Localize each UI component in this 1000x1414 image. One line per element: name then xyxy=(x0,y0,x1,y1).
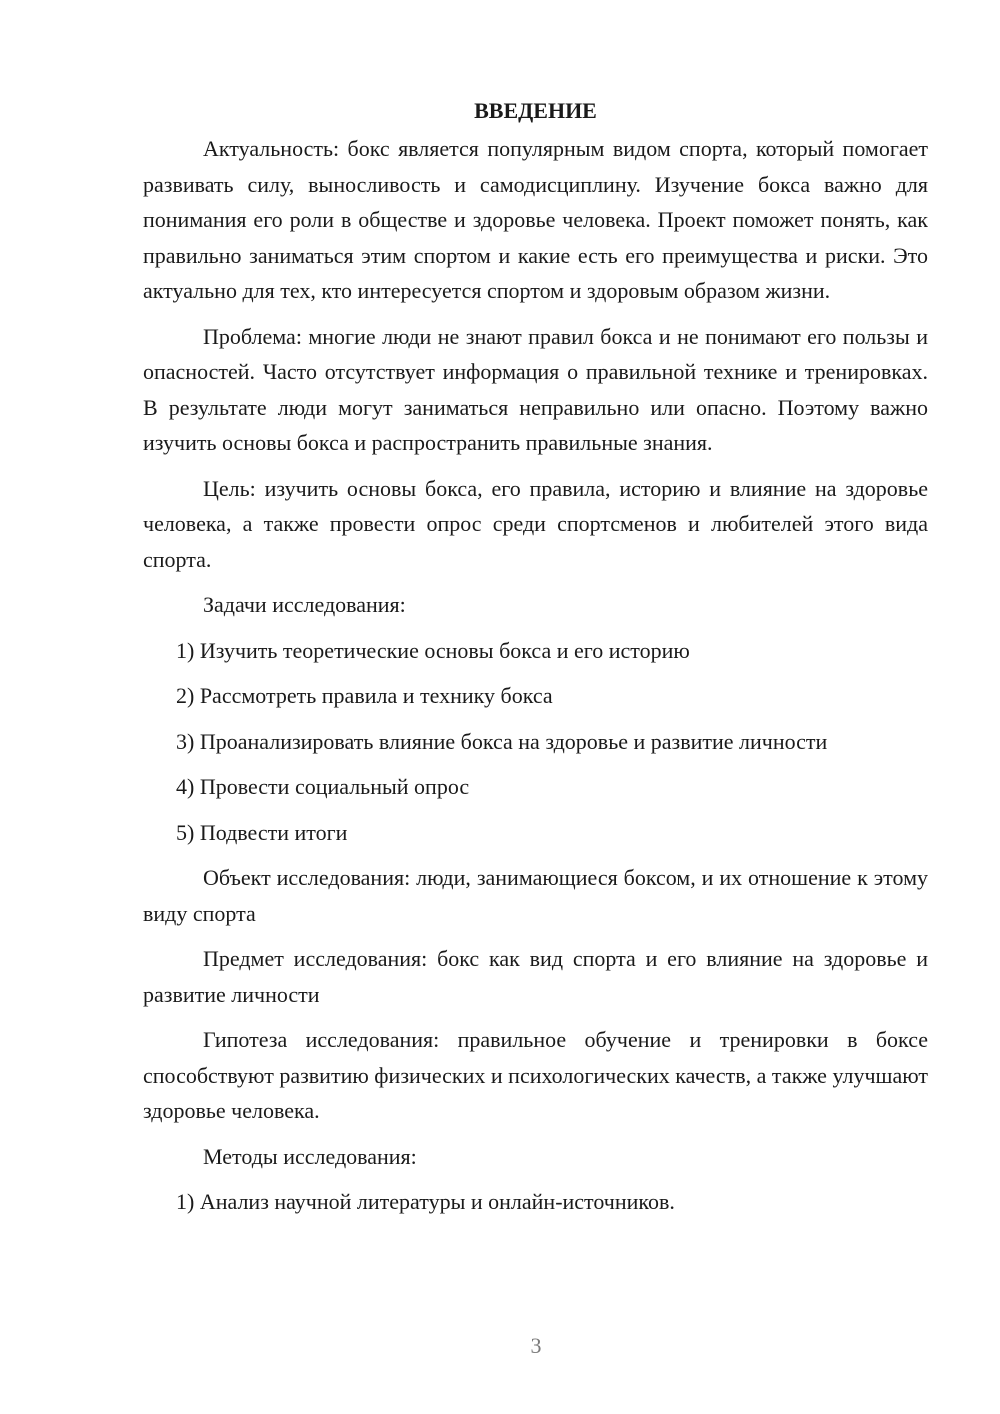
relevance-paragraph: Актуальность: бокс является популярным видом спорта, который помогает развивать силу, выносливость и самодисциплину. Изучение бокса важно для понимания его роли в обществе и здоровье человека. Проект поможет понять, как правильно заниматься этим спортом и какие есть его преимущества и риски. Это актуально для тех, кто интересуется спортом и здоровым образом жизни. xyxy=(143,136,928,303)
subject-paragraph: Предмет исследования: бокс как вид спорта и его влияние на здоровье и развитие личности xyxy=(143,946,928,1007)
task-item: 5) Подвести итоги xyxy=(176,819,348,845)
method-item: 1) Анализ научной литературы и онлайн-источников. xyxy=(176,1189,675,1214)
methods-heading: Методы исследования: xyxy=(203,1143,417,1169)
page-number: 3 xyxy=(530,1333,542,1358)
task-item: 3) Проанализировать влияние бокса на здоровье и развитие личности xyxy=(176,728,828,754)
task-item: 4) Провести социальный опрос xyxy=(176,774,470,799)
hypothesis-paragraph: Гипотеза исследования: правильное обучение и тренировки в боксе способствуют развитию физических и психологических качеств, а также улучшают здоровье человека. xyxy=(143,1027,928,1123)
page-content xyxy=(143,95,928,1230)
page-title: ВВЕДЕНИЕ xyxy=(474,98,597,123)
goal-paragraph: Цель: изучить основы бокса, его правила, историю и влияние на здоровье человека, а также провести опрос среди спортсменов и любителей этого вида спорта. xyxy=(143,475,928,572)
problem-paragraph: Проблема: многие люди не знают правил бокса и не понимают его пользы и опасностей. Часто отсутствует информация о правильной технике и тренировках. В результате люди могут заниматься неправильно или опасно. Поэтому важно изучить основы бокса и распространить правильные знания. xyxy=(143,323,928,455)
task-item: 1) Изучить теоретические основы бокса и его историю xyxy=(176,637,690,663)
object-paragraph: Объект исследования: люди, занимающиеся боксом, и их отношение к этому виду спорта xyxy=(143,865,928,926)
task-item: 2) Рассмотреть правила и технику бокса xyxy=(176,683,553,708)
tasks-heading: Задачи исследования: xyxy=(203,592,406,617)
